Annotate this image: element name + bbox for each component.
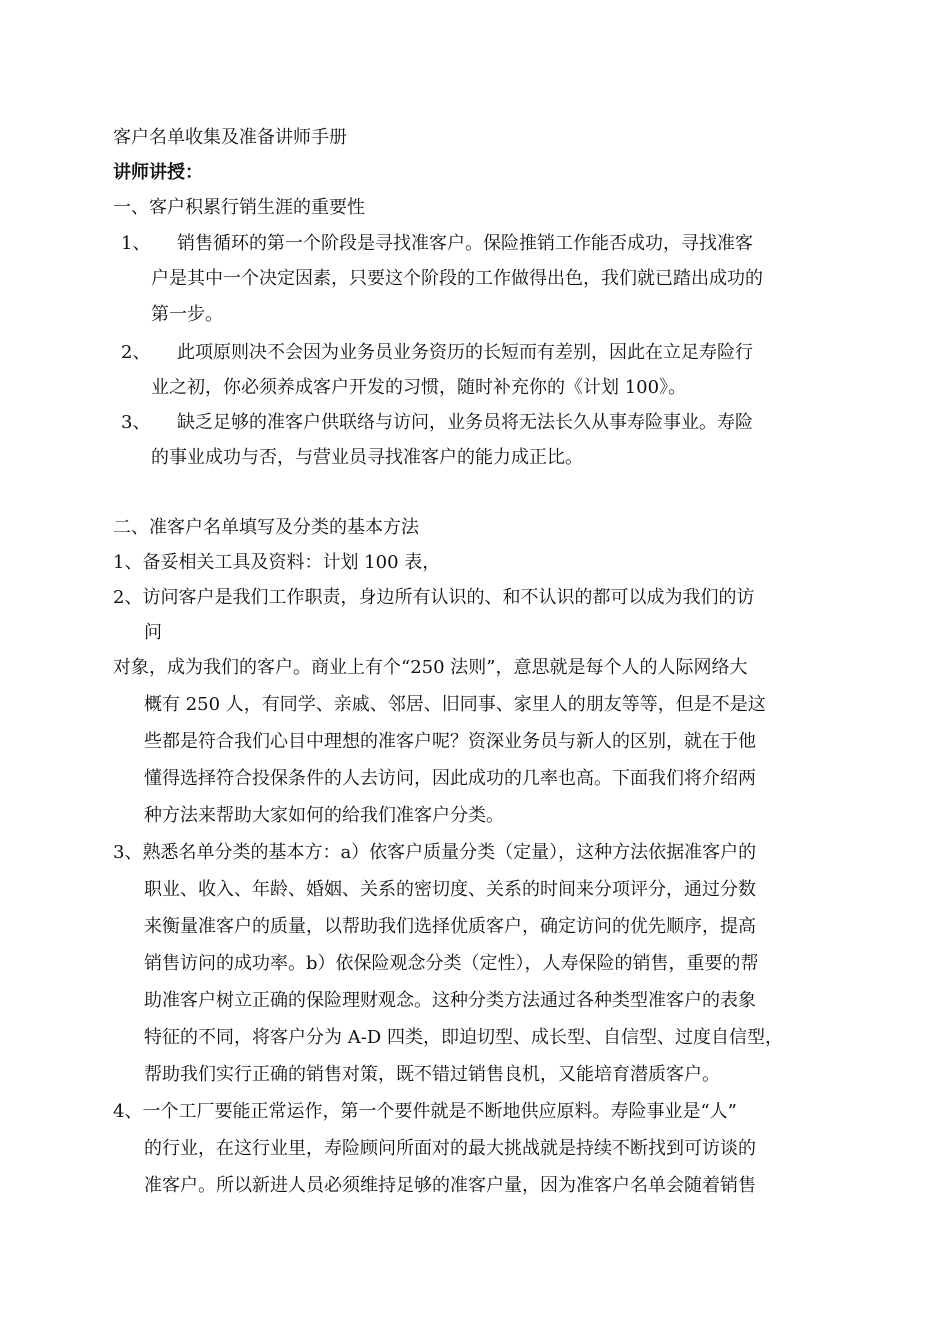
section1-heading: 一、客户积累行销生涯的重要性	[113, 197, 365, 218]
paragraph-line: 3、熟悉名单分类的基本方：a）依客户质量分类（定量），这种方法依据准客户的	[113, 842, 757, 863]
item-line: 第一步。	[151, 304, 223, 325]
paragraph-line: 4、一个工厂要能正常运作，第一个要件就是不断地供应原料。寿险事业是“人”	[113, 1101, 737, 1122]
paragraph-line: 1、备妥相关工具及资料：计划 100 表，	[113, 552, 441, 573]
section2-heading: 二、准客户名单填写及分类的基本方法	[113, 517, 419, 538]
paragraph-line: 准客户。所以新进人员必须维持足够的准客户量，因为准客户名单会随着销售	[144, 1175, 756, 1196]
paragraph-line: 懂得选择符合投保条件的人去访问，因此成功的几率也高。下面我们将介绍两	[144, 768, 756, 789]
item-number: 1、	[121, 233, 151, 254]
paragraph-line: 职业、收入、年龄、婚姻、关系的密切度、关系的时间来分项评分，通过分数	[144, 879, 756, 900]
paragraph-line: 特征的不同，将客户分为 A-D 四类，即迫切型、成长型、自信型、过度自信型，	[144, 1027, 783, 1048]
item-line: 缺乏足够的准客户供联络与访问，业务员将无法长久从事寿险事业。寿险	[177, 412, 753, 433]
document-title: 客户名单收集及准备讲师手册	[113, 127, 347, 148]
paragraph-line: 概有 250 人，有同学、亲戚、邻居、旧同事、家里人的朋友等等，但是不是这	[144, 694, 766, 715]
item-line: 业之初，你必须养成客户开发的习惯，随时补充你的《计划 100》。	[151, 377, 687, 398]
item-number: 3、	[121, 412, 151, 433]
item-line: 销售循环的第一个阶段是寻找准客户。保险推销工作能否成功，寻找准客	[177, 233, 753, 254]
paragraph-line: 些都是符合我们心目中理想的准客户呢？资深业务员与新人的区别，就在于他	[144, 731, 756, 752]
paragraph-line: 对象，成为我们的客户。商业上有个“250 法则”，意思就是每个人的人际网络大	[113, 657, 748, 678]
item-line: 的事业成功与否，与营业员寻找准客户的能力成正比。	[151, 447, 583, 468]
item-line: 户是其中一个决定因素，只要这个阶段的工作做得出色，我们就已踏出成功的	[151, 268, 763, 289]
paragraph-line: 来衡量准客户的质量，以帮助我们选择优质客户，确定访问的优先顺序，提高	[144, 916, 756, 937]
item-number: 2、	[121, 342, 151, 363]
paragraph-line: 种方法来帮助大家如何的给我们准客户分类。	[144, 805, 504, 826]
paragraph-line: 的行业，在这行业里，寿险顾问所面对的最大挑战就是持续不断找到可访谈的	[144, 1138, 756, 1159]
paragraph-line: 问	[144, 622, 162, 643]
paragraph-line: 2、访问客户是我们工作职责，身边所有认识的、和不认识的都可以成为我们的访	[113, 587, 755, 608]
paragraph-line: 销售访问的成功率。b）依保险观念分类（定性），人寿保险的销售，重要的帮	[144, 953, 759, 974]
item-line: 此项原则决不会因为业务员业务资历的长短而有差别，因此在立足寿险行	[177, 342, 753, 363]
paragraph-line: 帮助我们实行正确的销售对策，既不错过销售良机，又能培育潜质客户。	[144, 1064, 720, 1085]
lecture-label: 讲师讲授：	[113, 162, 203, 183]
paragraph-line: 助准客户树立正确的保险理财观念。这种分类方法通过各种类型准客户的表象	[144, 990, 756, 1011]
